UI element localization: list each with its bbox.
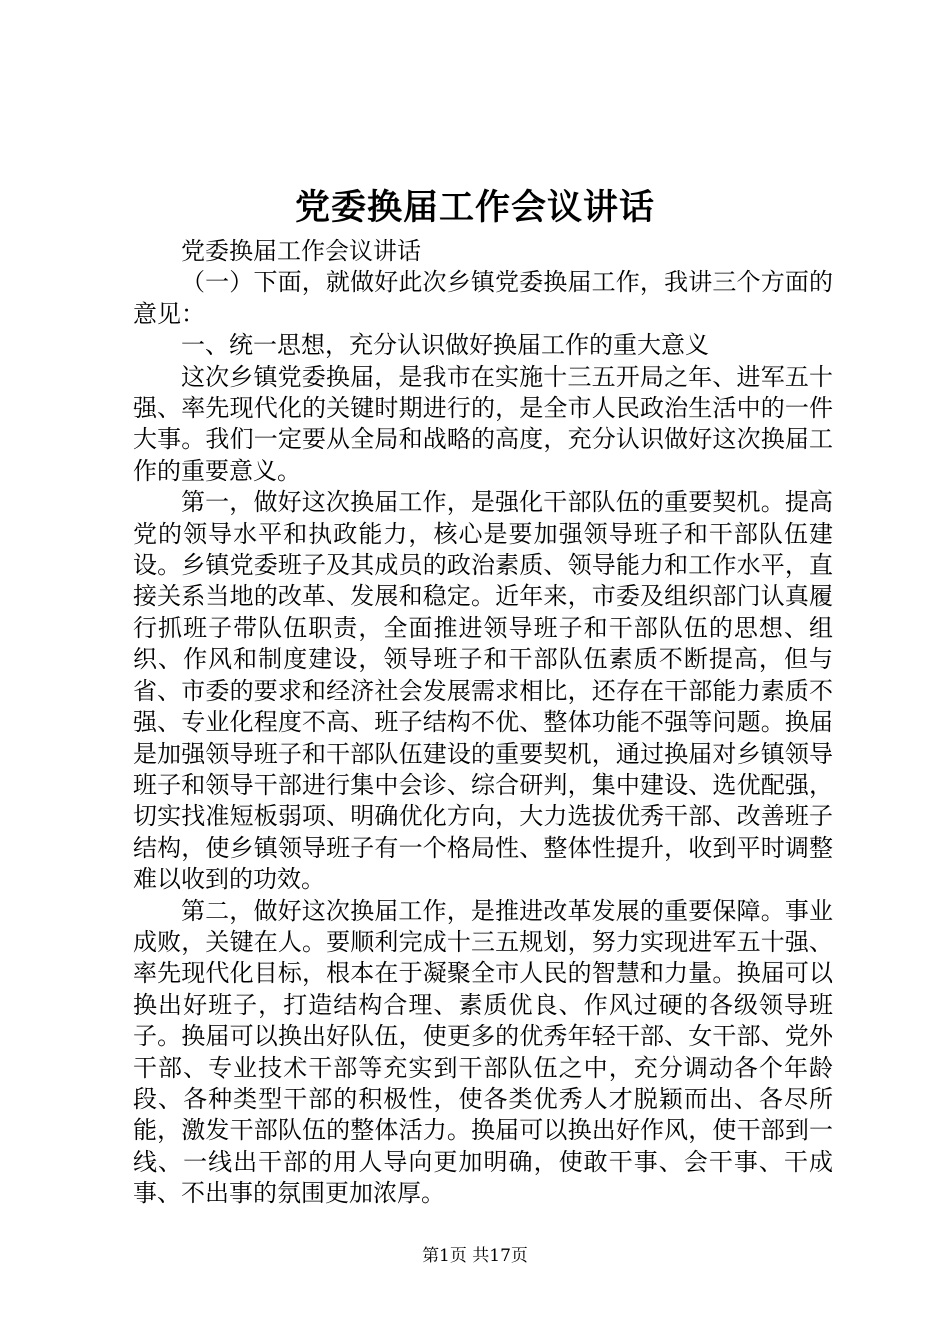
document-title: 党委换届工作会议讲话: [294, 187, 655, 228]
paragraph-subtitle: 党委换届工作会议讲话: [181, 237, 421, 265]
section-heading: 一、统一思想，充分认识做好换届工作的重大意义: [181, 331, 709, 360]
page-number: 第1页 共17页: [422, 1246, 528, 1266]
paragraph: 这次乡镇党委换届，是我市在实施十三五开局之年、进军五十强、率先现代化的关键时期进行的，是全市人民政治生活中的一件大事。我们一定要从全局和战略的高度，充分认识做好这次换届工作的重要意义。: [133, 362, 833, 485]
document-body: [133, 236, 833, 1210]
paragraph: 第一，做好这次换届工作，是强化干部队伍的重要契机。提高党的领导水平和执政能力，核心是要加强领导班子和干部队伍建设。乡镇党委班子及其成员的政治素质、领导能力和工作水平，直接关系当地的改革、发展和稳定。近年来，市委及组织部门认真履行抓班子带队伍职责，全面推进领导班子和干部队伍的思想、组织、作风和制度建设，领导班子和干部队伍素质不断提高，但与省、市委的要求和经济社会发展需求相比，还存在干部能力素质不强、专业化程度不高、班子结构不优、整体功能不强等问题。换届是加强领导班子和干部队伍建设的重要契机，通过换届对乡镇领导班子和领导干部进行集中会诊、综合研判，集中建设、选优配强，切实找准短板弱项、明确优化方向，大力选拔优秀干部、改善班子结构，使乡镇领导班子有一个格局性、整体性提升，收到平时调整难以收到的功效。: [133, 488, 833, 894]
paragraph: 第二，做好这次换届工作，是推进改革发展的重要保障。事业成败，关键在人。要顺利完成十三五规划，努力实现进军五十强、率先现代化目标，根本在于凝聚全市人民的智慧和力量。换届可以换出好班子，打造结构合理、素质优良、作风过硬的各级领导班子。换届可以换出好队伍，使更多的优秀年轻干部、女干部、党外干部、专业技术干部等充实到干部队伍之中，充分调动各个年龄段、各种类型干部的积极性，使各类优秀人才脱颖而出、各尽所能，激发干部队伍的整体活力。换届可以换出好作风，使干部到一线、一线出干部的用人导向更加明确，使敢干事、会干事、干成事、不出事的氛围更加浓厚。: [133, 896, 833, 1208]
paragraph-intro: （一）下面，就做好此次乡镇党委换届工作，我讲三个方面的意见：: [133, 268, 833, 328]
